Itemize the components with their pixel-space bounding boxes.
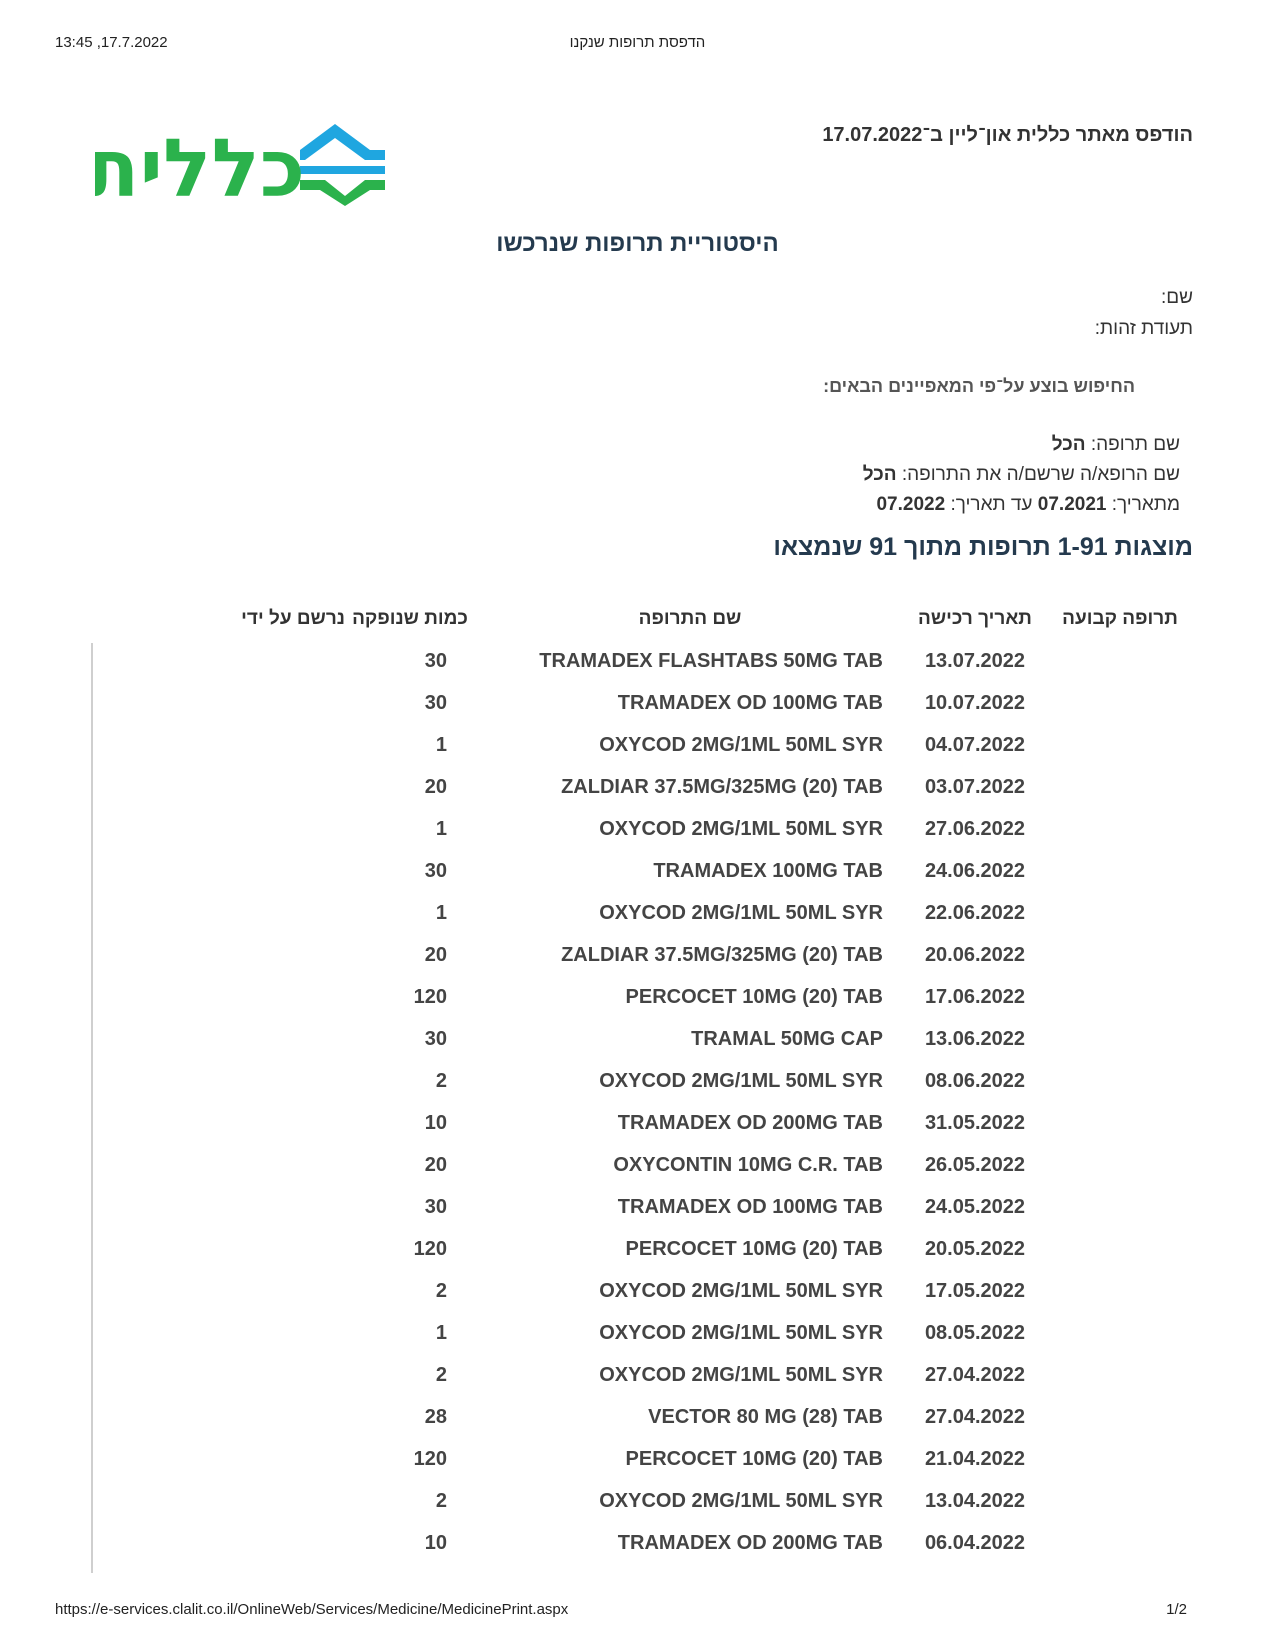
cell-drug-name xyxy=(475,892,905,934)
cell-prescribed-by xyxy=(85,892,345,934)
criteria-dates xyxy=(863,490,1180,520)
table-body xyxy=(85,640,1195,1564)
cell-fixed xyxy=(1045,1144,1195,1186)
cell-fixed xyxy=(1045,1228,1195,1270)
cell-prescribed-by xyxy=(85,640,345,682)
cell-drug-name xyxy=(475,1354,905,1396)
cell-drug-name-text: OXYCOD 2MG/1ML 50ML SYR xyxy=(599,1321,883,1344)
cell-qty-text: 2 xyxy=(435,1489,447,1512)
cell-prescribed-by xyxy=(85,1018,345,1060)
cell-qty xyxy=(345,724,475,766)
cell-drug-name xyxy=(475,1228,905,1270)
cell-qty xyxy=(345,1060,475,1102)
cell-drug-name-text: TRAMADEX FLASHTABS 50MG TAB xyxy=(539,649,883,672)
cell-date: 13.06.2022 xyxy=(924,1027,1026,1050)
cell-prescribed-by xyxy=(85,1228,345,1270)
cell-qty-text: 1 xyxy=(435,901,447,924)
table-row xyxy=(85,1480,1195,1522)
cell-prescribed-by xyxy=(85,682,345,724)
cell-fixed xyxy=(1045,1312,1195,1354)
cell-qty-text: 20 xyxy=(424,1153,447,1176)
print-datetime: 13:45 ,17.7.2022 xyxy=(55,34,168,51)
page-title: היסטוריית תרופות שנרכשו xyxy=(496,230,779,257)
criteria-drug-label: שם תרופה: xyxy=(1090,434,1180,455)
cell-qty xyxy=(345,1438,475,1480)
cell-drug-name-text: TRAMADEX OD 200MG TAB xyxy=(617,1111,883,1134)
cell-prescribed-by xyxy=(85,766,345,808)
col-header-name: שם התרופה xyxy=(638,608,742,629)
cell-qty-text: 28 xyxy=(424,1405,447,1428)
cell-prescribed-by xyxy=(85,1354,345,1396)
cell-drug-name-text: OXYCOD 2MG/1ML 50ML SYR xyxy=(599,817,883,840)
clalit-logo xyxy=(95,118,410,218)
cell-date: 08.05.2022 xyxy=(924,1321,1026,1344)
cell-qty xyxy=(345,808,475,850)
cell-drug-name-text: VECTOR 80 MG (28) TAB xyxy=(648,1405,883,1428)
cell-drug-name xyxy=(475,640,905,682)
medicines-table xyxy=(85,598,1195,1564)
cell-drug-name xyxy=(475,850,905,892)
cell-drug-name-text: OXYCOD 2MG/1ML 50ML SYR xyxy=(599,1279,883,1302)
cell-qty xyxy=(345,1144,475,1186)
table-header-row xyxy=(85,598,1195,640)
table-row xyxy=(85,1144,1195,1186)
table-row xyxy=(85,1270,1195,1312)
cell-qty xyxy=(345,934,475,976)
table-row xyxy=(85,1060,1195,1102)
page-number: 1/2 xyxy=(1166,1601,1187,1618)
cell-drug-name xyxy=(475,1480,905,1522)
cell-drug-name-text: OXYCOD 2MG/1ML 50ML SYR xyxy=(599,1489,883,1512)
cell-drug-name-text: ZALDIAR 37.5MG/325MG (20) TAB xyxy=(561,775,883,798)
cell-fixed xyxy=(1045,892,1195,934)
cell-qty-text: 2 xyxy=(435,1363,447,1386)
cell-date: 27.04.2022 xyxy=(924,1405,1026,1428)
cell-drug-name-text: OXYCOD 2MG/1ML 50ML SYR xyxy=(599,733,883,756)
cell-prescribed-by xyxy=(85,1480,345,1522)
cell-fixed xyxy=(1045,808,1195,850)
cell-drug-name xyxy=(475,1186,905,1228)
cell-date: 24.05.2022 xyxy=(924,1195,1026,1218)
table-row xyxy=(85,1186,1195,1228)
cell-qty xyxy=(345,892,475,934)
table-row xyxy=(85,1522,1195,1564)
cell-date: 22.06.2022 xyxy=(924,901,1026,924)
cell-prescribed-by xyxy=(85,1396,345,1438)
cell-drug-name-text: OXYCONTIN 10MG C.R. TAB xyxy=(613,1153,883,1176)
table-row xyxy=(85,766,1195,808)
cell-qty-text: 1 xyxy=(435,1321,447,1344)
cell-prescribed-by xyxy=(85,1186,345,1228)
cell-prescribed-by xyxy=(85,976,345,1018)
cell-fixed xyxy=(1045,1354,1195,1396)
cell-qty xyxy=(345,1522,475,1564)
cell-qty-text: 10 xyxy=(424,1111,447,1134)
cell-fixed xyxy=(1045,1522,1195,1564)
cell-prescribed-by xyxy=(85,1438,345,1480)
cell-qty xyxy=(345,976,475,1018)
cell-qty-text: 20 xyxy=(424,943,447,966)
cell-date: 17.05.2022 xyxy=(924,1279,1026,1302)
cell-date: 31.05.2022 xyxy=(924,1111,1026,1134)
criteria-to-label: עד תאריך: xyxy=(950,494,1033,515)
col-header-fixed: תרופה קבועה xyxy=(1062,608,1178,629)
cell-fixed xyxy=(1045,850,1195,892)
table-row xyxy=(85,1354,1195,1396)
cell-qty xyxy=(345,1312,475,1354)
cell-qty xyxy=(345,1396,475,1438)
cell-drug-name xyxy=(475,1060,905,1102)
criteria-drug-value: הכל xyxy=(1051,434,1086,455)
cell-fixed xyxy=(1045,976,1195,1018)
cell-qty-text: 120 xyxy=(413,1447,447,1470)
table-row xyxy=(85,1102,1195,1144)
cell-qty xyxy=(345,1228,475,1270)
cell-date: 03.07.2022 xyxy=(924,775,1026,798)
table-row xyxy=(85,682,1195,724)
cell-prescribed-by xyxy=(85,934,345,976)
cell-prescribed-by xyxy=(85,808,345,850)
cell-drug-name xyxy=(475,724,905,766)
cell-qty xyxy=(345,1354,475,1396)
cell-drug-name xyxy=(475,934,905,976)
cell-date: 26.05.2022 xyxy=(924,1153,1026,1176)
cell-drug-name-text: OXYCOD 2MG/1ML 50ML SYR xyxy=(599,901,883,924)
cell-date: 21.04.2022 xyxy=(924,1447,1026,1470)
cell-drug-name xyxy=(475,1396,905,1438)
table-row xyxy=(85,1018,1195,1060)
table-row xyxy=(85,724,1195,766)
cell-qty xyxy=(345,850,475,892)
cell-qty xyxy=(345,1186,475,1228)
cell-fixed xyxy=(1045,1480,1195,1522)
page-url: https://e-services.clalit.co.il/OnlineWeb/Services/Medicine/MedicinePrint.aspx xyxy=(55,1601,569,1618)
cell-date: 10.07.2022 xyxy=(924,691,1026,714)
cell-prescribed-by xyxy=(85,724,345,766)
cell-drug-name xyxy=(475,976,905,1018)
cell-prescribed-by xyxy=(85,1312,345,1354)
criteria-drug xyxy=(863,430,1180,460)
col-header-qty: כמות שנופקה xyxy=(352,608,468,629)
cell-qty-text: 30 xyxy=(424,1195,447,1218)
cell-drug-name xyxy=(475,1018,905,1060)
cell-prescribed-by xyxy=(85,1102,345,1144)
cell-fixed xyxy=(1045,640,1195,682)
criteria-doctor-value: הכל xyxy=(862,464,897,485)
cell-qty-text: 30 xyxy=(424,691,447,714)
col-header-by: נרשם על ידי xyxy=(241,608,345,629)
cell-date: 08.06.2022 xyxy=(924,1069,1026,1092)
cell-drug-name xyxy=(475,682,905,724)
clalit-logo-icon xyxy=(95,118,410,218)
cell-date: 13.04.2022 xyxy=(924,1489,1026,1512)
criteria-from-label: מתאריך: xyxy=(1111,494,1180,515)
cell-drug-name-text: ZALDIAR 37.5MG/325MG (20) TAB xyxy=(561,943,883,966)
cell-drug-name-text: TRAMADEX OD 100MG TAB xyxy=(617,691,883,714)
cell-drug-name-text: TRAMADEX OD 100MG TAB xyxy=(617,1195,883,1218)
cell-date: 17.06.2022 xyxy=(924,985,1026,1008)
cell-fixed xyxy=(1045,766,1195,808)
cell-prescribed-by xyxy=(85,850,345,892)
cell-date: 04.07.2022 xyxy=(924,733,1026,756)
cell-qty-text: 1 xyxy=(435,817,447,840)
name-label: שם: xyxy=(1160,287,1193,308)
table-row xyxy=(85,1396,1195,1438)
criteria-doctor-label: שם הרופא/ה שרשם/ה את התרופה: xyxy=(901,464,1180,485)
cell-date: 13.07.2022 xyxy=(924,649,1026,672)
table-row xyxy=(85,892,1195,934)
cell-qty xyxy=(345,682,475,724)
cell-qty-text: 120 xyxy=(413,1237,447,1260)
cell-drug-name xyxy=(475,1312,905,1354)
cell-drug-name-text: PERCOCET 10MG (20) TAB xyxy=(625,985,883,1008)
table-row xyxy=(85,976,1195,1018)
cell-date: 24.06.2022 xyxy=(924,859,1026,882)
cell-qty-text: 1 xyxy=(435,733,447,756)
cell-fixed xyxy=(1045,1438,1195,1480)
cell-prescribed-by xyxy=(85,1270,345,1312)
cell-qty-text: 2 xyxy=(435,1279,447,1302)
cell-drug-name xyxy=(475,1438,905,1480)
cell-fixed xyxy=(1045,1270,1195,1312)
table-row xyxy=(85,640,1195,682)
col-header-date: תאריך רכישה xyxy=(918,608,1032,629)
cell-drug-name-text: OXYCOD 2MG/1ML 50ML SYR xyxy=(599,1069,883,1092)
cell-drug-name-text: TRAMADEX 100MG TAB xyxy=(653,859,883,882)
cell-qty-text: 30 xyxy=(424,1027,447,1050)
cell-drug-name xyxy=(475,808,905,850)
cell-qty xyxy=(345,1102,475,1144)
cell-fixed xyxy=(1045,1396,1195,1438)
cell-fixed xyxy=(1045,1018,1195,1060)
cell-prescribed-by xyxy=(85,1144,345,1186)
cell-qty-text: 10 xyxy=(424,1531,447,1554)
table-row xyxy=(85,1312,1195,1354)
cell-fixed xyxy=(1045,682,1195,724)
table-row xyxy=(85,1228,1195,1270)
cell-fixed xyxy=(1045,1102,1195,1144)
cell-drug-name xyxy=(475,1270,905,1312)
cell-drug-name-text: TRAMADEX OD 200MG TAB xyxy=(617,1531,883,1554)
printed-from-line: הודפס מאתר כללית און־ליין ב־17.07.2022 xyxy=(822,124,1193,146)
cell-fixed xyxy=(1045,1060,1195,1102)
cell-date: 20.05.2022 xyxy=(924,1237,1026,1260)
cell-qty xyxy=(345,766,475,808)
cell-fixed xyxy=(1045,934,1195,976)
cell-qty xyxy=(345,1480,475,1522)
cell-qty-text: 120 xyxy=(413,985,447,1008)
cell-drug-name xyxy=(475,1522,905,1564)
criteria-to-value: 07.2022 xyxy=(876,494,946,515)
cell-date: 27.06.2022 xyxy=(924,817,1026,840)
cell-fixed xyxy=(1045,724,1195,766)
cell-drug-name xyxy=(475,1102,905,1144)
cell-prescribed-by xyxy=(85,1060,345,1102)
cell-qty xyxy=(345,1270,475,1312)
search-criteria xyxy=(863,430,1180,520)
cell-drug-name xyxy=(475,1144,905,1186)
cell-fixed xyxy=(1045,1186,1195,1228)
id-label: תעודת זהות: xyxy=(1094,318,1193,339)
person-details xyxy=(1095,282,1193,344)
cell-qty-text: 30 xyxy=(424,649,447,672)
criteria-from-value: 07.2021 xyxy=(1037,494,1107,515)
cell-drug-name-text: OXYCOD 2MG/1ML 50ML SYR xyxy=(599,1363,883,1386)
cell-qty-text: 30 xyxy=(424,859,447,882)
cell-qty xyxy=(345,640,475,682)
results-summary: מוצגות 1-91 תרופות מתוך 91 שנמצאו xyxy=(773,533,1193,561)
cell-prescribed-by xyxy=(85,1522,345,1564)
print-page-title: הדפסת תרופות שנקנו xyxy=(569,34,706,51)
table-row xyxy=(85,1438,1195,1480)
cell-qty xyxy=(345,1018,475,1060)
table-row xyxy=(85,850,1195,892)
cell-date: 06.04.2022 xyxy=(924,1531,1026,1554)
table-row xyxy=(85,808,1195,850)
table-row xyxy=(85,934,1195,976)
cell-date: 20.06.2022 xyxy=(924,943,1026,966)
cell-drug-name-text: PERCOCET 10MG (20) TAB xyxy=(625,1447,883,1470)
cell-qty-text: 2 xyxy=(435,1069,447,1092)
criteria-heading: החיפוש בוצע על־פי המאפיינים הבאים: xyxy=(823,376,1135,396)
cell-drug-name-text: PERCOCET 10MG (20) TAB xyxy=(625,1237,883,1260)
cell-drug-name xyxy=(475,766,905,808)
cell-qty-text: 20 xyxy=(424,775,447,798)
cell-drug-name-text: TRAMAL 50MG CAP xyxy=(691,1027,883,1050)
svg-text:כללית: כללית xyxy=(95,122,306,215)
criteria-doctor xyxy=(863,460,1180,490)
cell-date: 27.04.2022 xyxy=(924,1363,1026,1386)
